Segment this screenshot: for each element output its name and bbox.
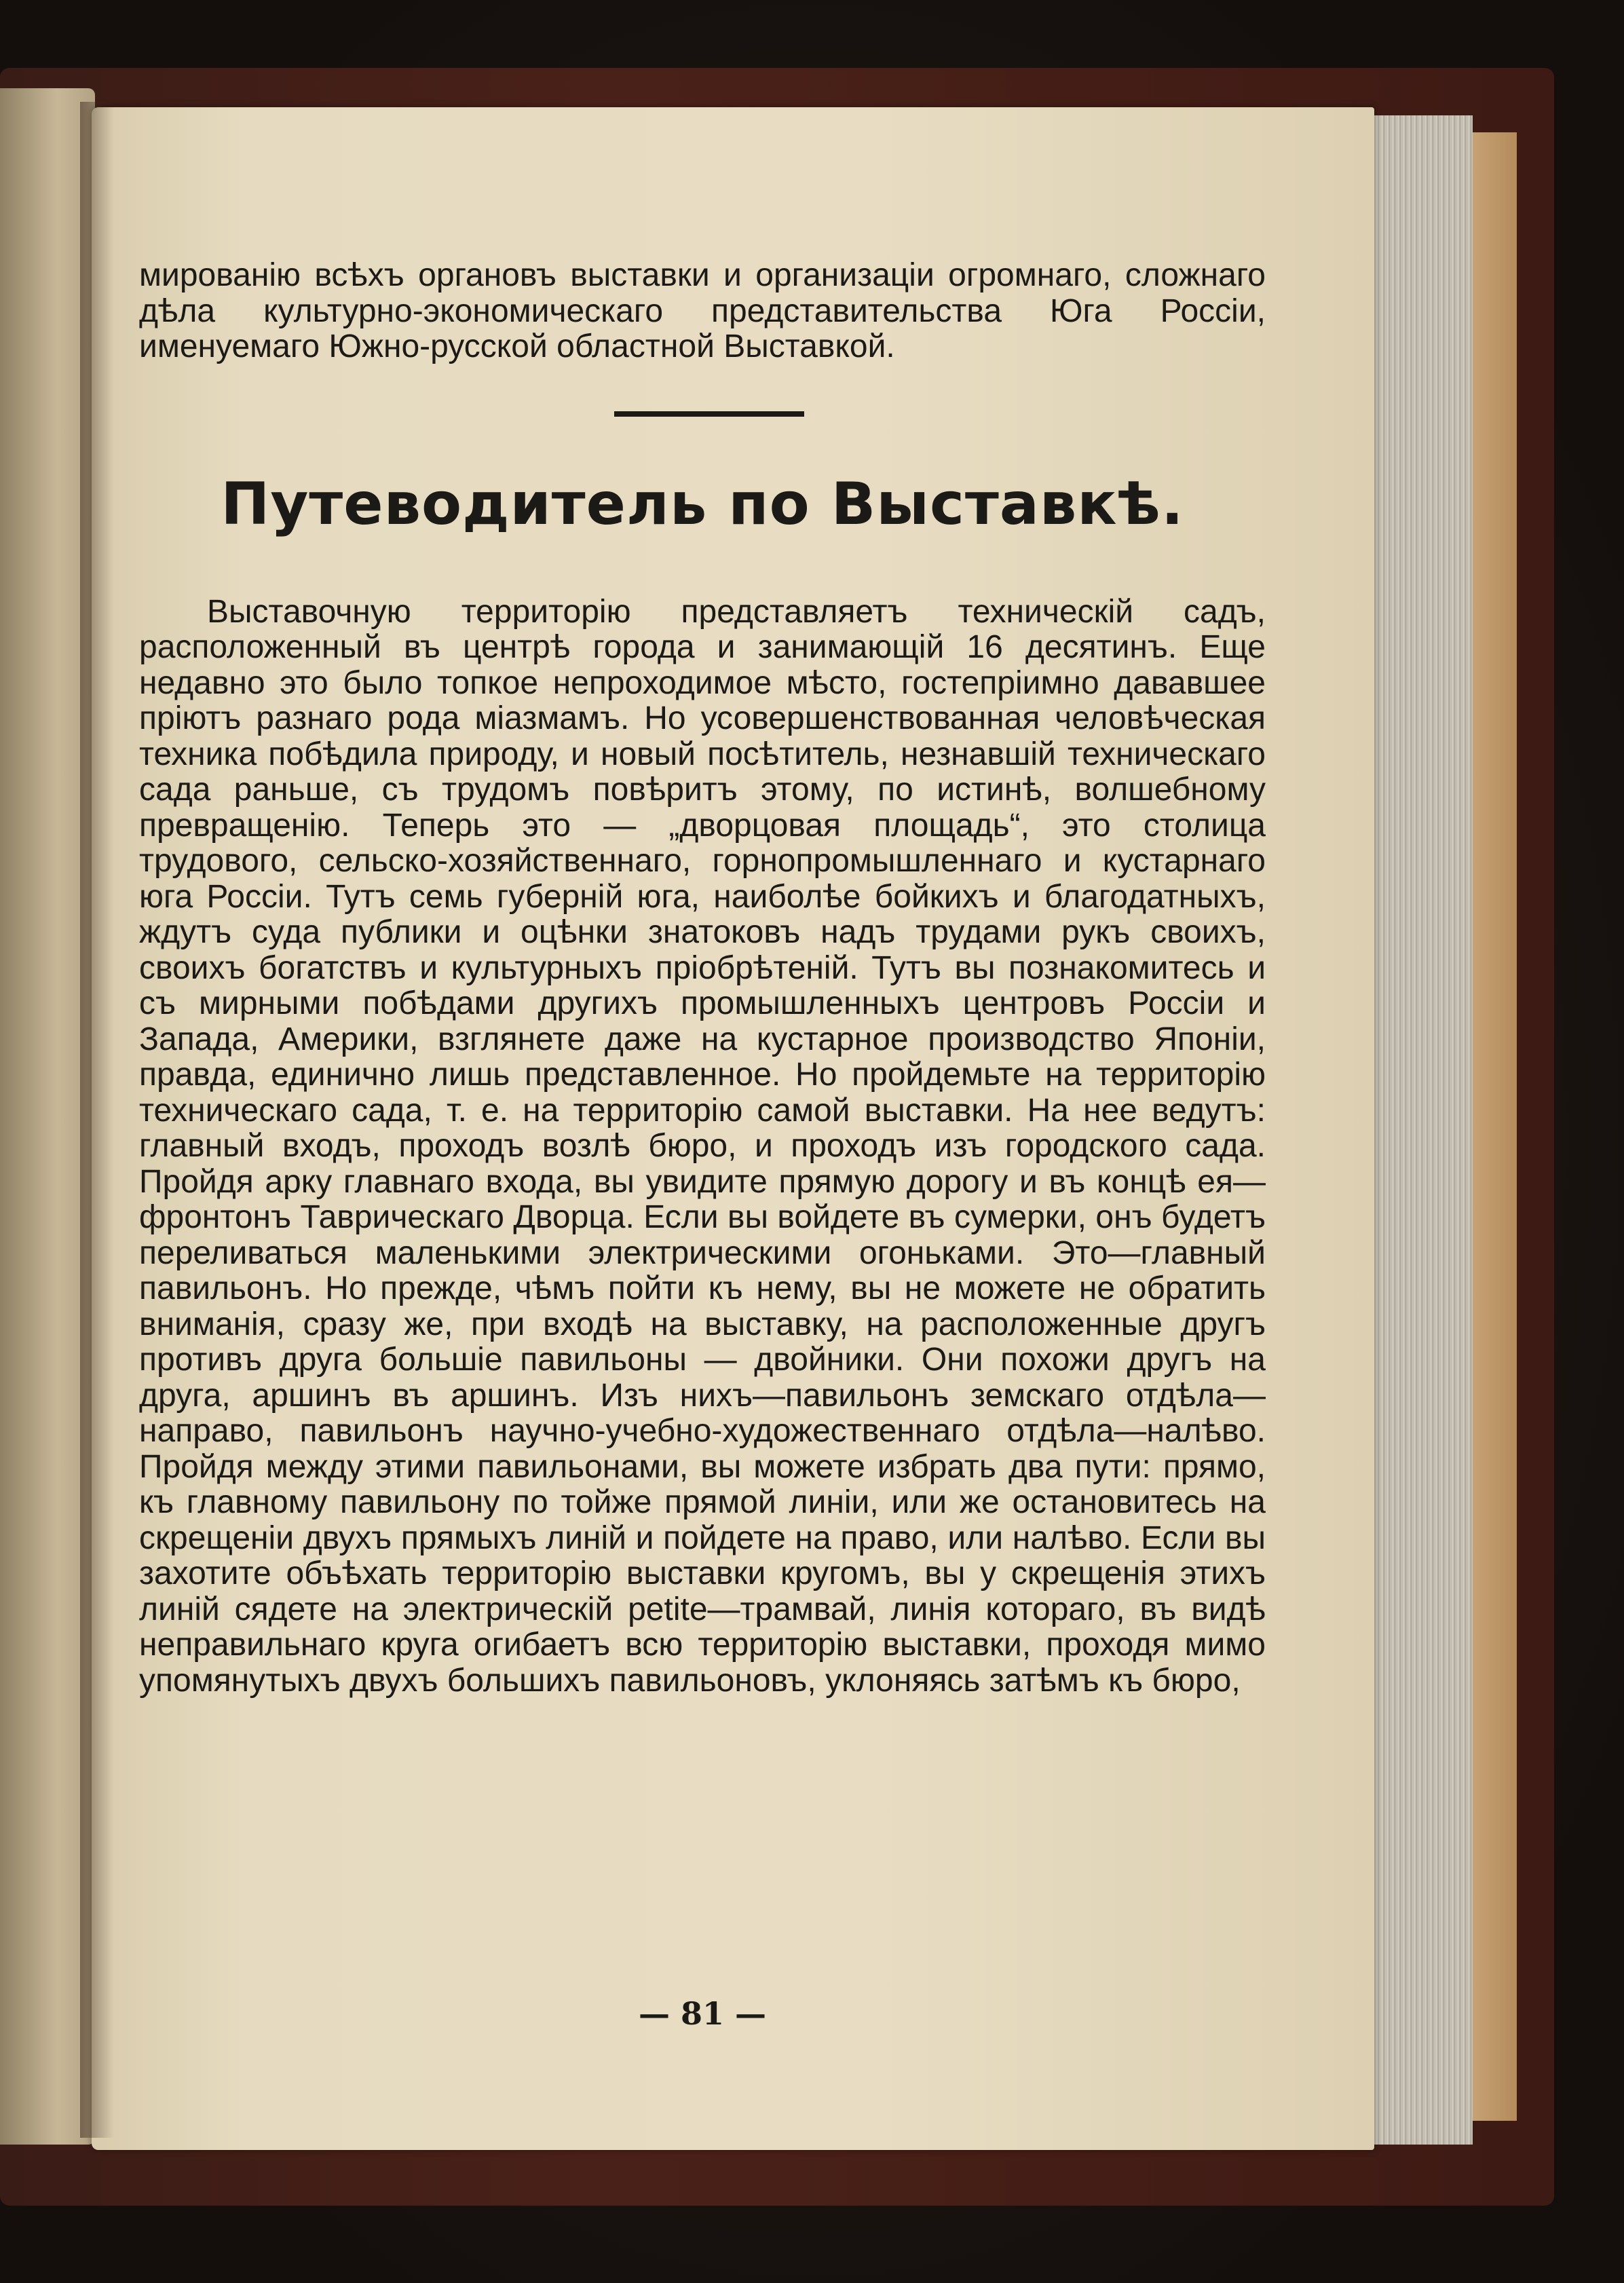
back-cover-board (1466, 132, 1517, 2121)
intro-paragraph: мированію всѣхъ органовъ выставки и организаціи огромнаго, сложнаго дѣла культурно-экономическаго представительства Юга Россіи, именуемаго Южно-русской областной Выставкой. (139, 257, 1266, 364)
section-divider-rule (614, 411, 804, 417)
section-divider-area (139, 365, 1266, 467)
body-paragraph: Выставочную территорію представляетъ техническій садъ, расположенный въ центрѣ города и занимающій 16 десятинъ. Еще недавно это было топкое непроходимое мѣсто, гостепріимно дававшее пріютъ разнаго рода міазмамъ. Но усовершенствованная человѣческая техника побѣдила природу, и новый посѣтитель, незнавшій техническаго сада раньше, съ трудомъ повѣритъ этому, по истинѣ, волшебному превращенію. Теперь это — „дворцовая площадь“, это столица трудового, сельско-хозяйственнаго, горнопромышленнаго и кустарнаго юга Россіи. Тутъ семь губерній юга, наиболѣе бойкихъ и благодатныхъ, ждутъ суда публики и оцѣнки знатоковъ надъ трудами рукъ своихъ, своихъ богатствъ и культурныхъ пріобрѣтеній. Тутъ вы познакомитесь и съ мирными побѣдами другихъ промышленныхъ центровъ Россіи и Запада, Америки, взглянете даже на кустарное производство Японіи, правда, единично лишь представленное. Но пройдемьте на территорію техническаго сада, т. е. на территорію самой выставки. На нее ведутъ: главный входъ, проходъ возлѣ бюро, и проходъ изъ городского сада. Пройдя арку главнаго входа, вы увидите прямую дорогу и въ концѣ ея—фронтонъ Таврическаго Дворца. Если вы войдете въ сумерки, онъ будетъ переливаться маленькими электрическими огоньками. Это—главный павильонъ. Но прежде, чѣмъ пойти къ нему, вы не можете не обратить вниманія, сразу же, при входѣ на выставку, на расположенные другъ противъ друга большіе павильоны — двойники. Они похожи другъ на друга, аршинъ въ аршинъ. Изъ нихъ—павильонъ земскаго отдѣла—направо, павильонъ научно-учебно-художественнаго отдѣла—налѣво. Пройдя между этими павильонами, вы можете избрать два пути: прямо, къ главному павильону по тойже прямой линіи, или же остановитесь на скрещеніи двухъ прямыхъ линій и пойдете на право, или налѣво. Если вы захотите объѣхать территорію выставки кругомъ, вы у скрещенія этихъ линій сядете на электрическій petite—трамвай, линія котораго, въ видѣ неправильнаго круга огибаетъ всю территорію выставки, проходя мимо упомянутыхъ двухъ большихъ павильоновъ, уклоняясь затѣмъ къ бюро, (139, 593, 1266, 1699)
spine-shadow (80, 102, 114, 2138)
section-heading: Путеводитель по Выставкѣ. (221, 470, 1184, 538)
page-text-block (139, 258, 1266, 1699)
page-number: — 81 — (638, 1995, 767, 2032)
page-edges (1364, 115, 1473, 2145)
